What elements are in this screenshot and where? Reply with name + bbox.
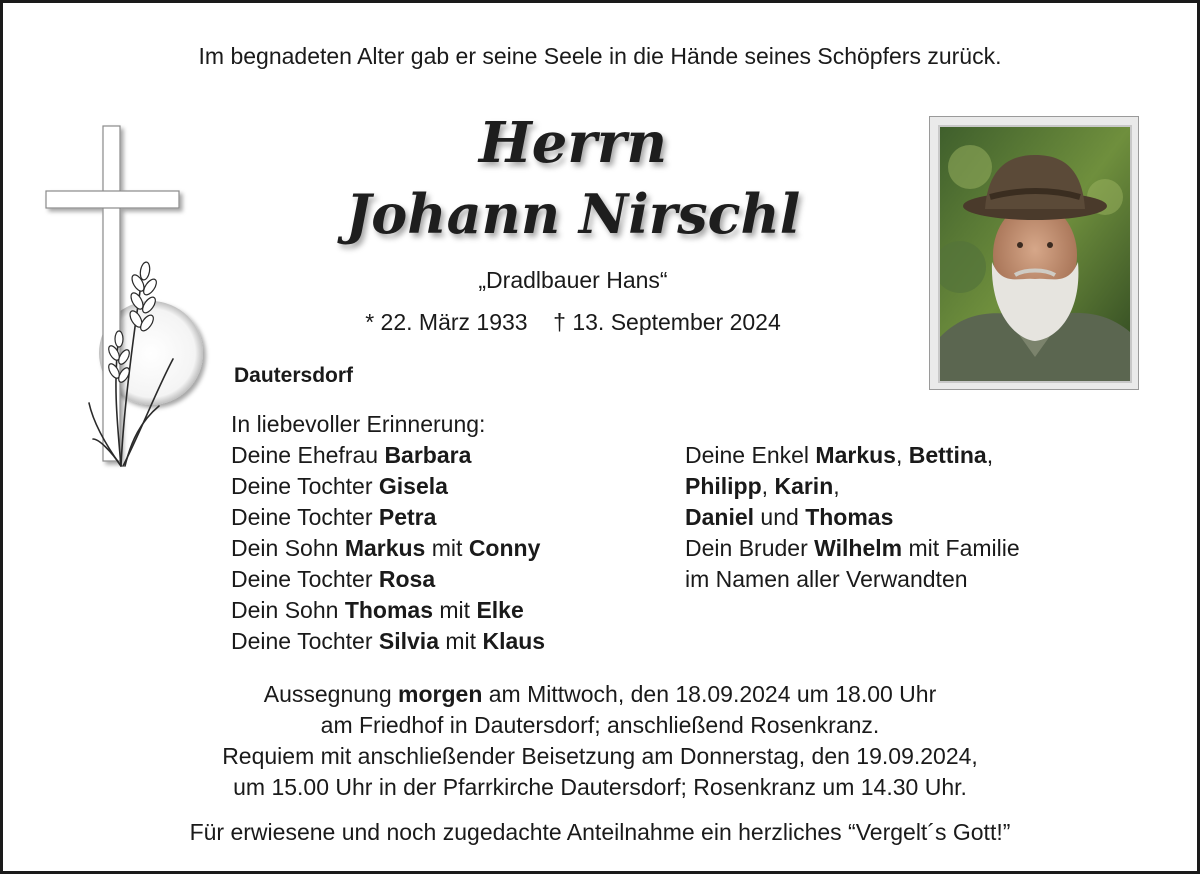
deceased-name: Johann Nirschl [345, 182, 801, 246]
nickname: „Dradlbauer Hans“ [478, 267, 668, 293]
name-highlight: Philipp [685, 473, 762, 499]
line-text: um 15.00 Uhr in der Pfarrkirche Dautersdorf; Rosenkranz um 14.30 Uhr. [233, 774, 967, 800]
mourners-left-line [231, 409, 545, 440]
thanks-text: Für erwiesene und noch zugedachte Anteilnahme ein herzliches “Vergelt´s Gott!” [189, 819, 1011, 845]
name-highlight: Elke [476, 597, 524, 623]
name-highlight: Thomas [805, 504, 894, 530]
name-highlight: Gisela [378, 473, 448, 499]
life-dates: * 22. März 1933 † 13. September 2024 [365, 309, 781, 335]
place-name: Dautersdorf [234, 364, 354, 387]
name-highlight: Bettina [908, 442, 987, 468]
line-text: am Friedhof in Dautersdorf; anschließend Rosenkranz. [320, 712, 880, 738]
portrait-photo [940, 127, 1130, 381]
name-highlight: morgen [398, 681, 483, 707]
name-highlight: Barbara [384, 442, 472, 468]
mourners-right-line [685, 533, 1020, 564]
mourners-left-line [231, 533, 545, 564]
mourners-right-line [685, 502, 1020, 533]
line-text: Deine Tochter [231, 566, 379, 592]
name-highlight: Petra [378, 504, 437, 530]
funeral-line [3, 679, 1197, 710]
name-highlight: Karin [774, 473, 834, 499]
line-text: mit Familie [902, 535, 1020, 561]
line-text: In liebevoller Erinnerung: [231, 411, 486, 437]
line-text: Aussegnung [263, 681, 399, 707]
mourners-right-line [685, 564, 1020, 595]
name-highlight: Conny [468, 535, 541, 561]
line-text: , [895, 442, 909, 468]
name-highlight: Markus [815, 442, 896, 468]
mourners-left-line [231, 502, 545, 533]
funeral-details [3, 679, 1197, 803]
mourners-right-line [685, 471, 1020, 502]
line-text: mit [425, 535, 469, 561]
name-highlight: Markus [344, 535, 426, 561]
name-highlight: Thomas [344, 597, 433, 623]
line-text: Deine Tochter [231, 628, 379, 654]
funeral-line [3, 772, 1197, 803]
line-text: am Mittwoch, den 18.09.2024 um 18.00 Uhr [482, 681, 937, 707]
funeral-line [3, 710, 1197, 741]
line-text: , [761, 473, 775, 499]
name-highlight: Daniel [685, 504, 755, 530]
mourners-left-line [231, 471, 545, 502]
line-text: im Namen aller Verwandten [685, 566, 968, 592]
line-text: mit [433, 597, 477, 623]
intro-text: Im begnadeten Alter gab er seine Seele in die Hände seines Schöpfers zurück. [198, 43, 1002, 69]
mourners-right [685, 440, 1020, 595]
mourners-left-line [231, 564, 545, 595]
mourners-left-line [231, 595, 545, 626]
honorific-heading: Herrn [478, 110, 668, 176]
line-text: , [986, 442, 994, 468]
line-text: und [754, 504, 806, 530]
line-text: Dein Sohn [231, 597, 345, 623]
funeral-line [3, 741, 1197, 772]
name-highlight: Klaus [482, 628, 546, 654]
cross-wheat-icon [41, 121, 216, 476]
line-text: , [833, 473, 840, 499]
name-highlight: Rosa [378, 566, 436, 592]
line-text: Deine Tochter [231, 504, 379, 530]
portrait-photo-frame [929, 116, 1139, 390]
line-text: Dein Sohn [231, 535, 345, 561]
mourners-left-line [231, 440, 545, 471]
mourners-left [231, 409, 545, 657]
line-text: mit [439, 628, 483, 654]
line-text: Requiem mit anschließender Beisetzung am Donnerstag, den 19.09.2024, [222, 743, 978, 769]
name-highlight: Wilhelm [814, 535, 903, 561]
line-text: Dein Bruder [685, 535, 815, 561]
mourners-right-line [685, 440, 1020, 471]
line-text: Deine Enkel [685, 442, 816, 468]
line-text: Deine Tochter [231, 473, 379, 499]
line-text: Deine Ehefrau [231, 442, 385, 468]
name-highlight: Silvia [378, 628, 439, 654]
mourners-left-line [231, 626, 545, 657]
